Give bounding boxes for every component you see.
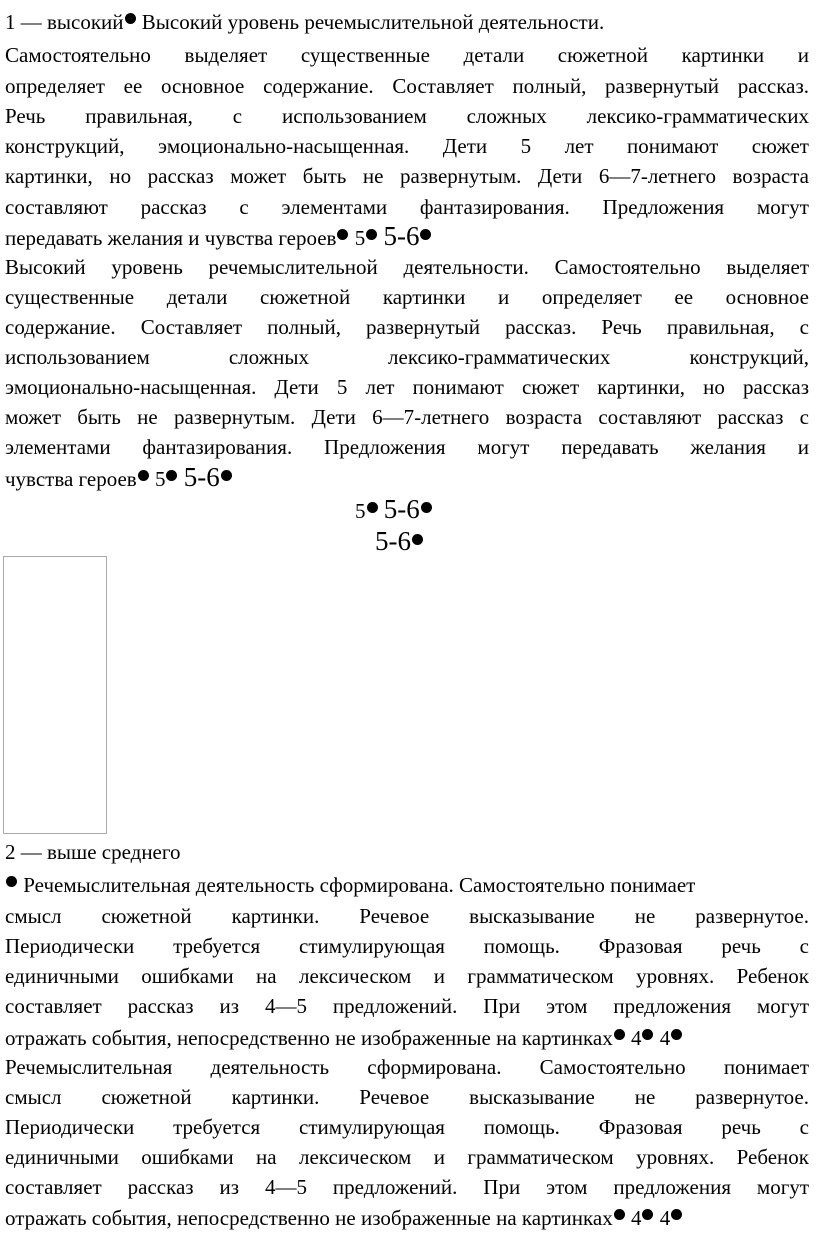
level1-p1-last: передавать желания и чувства героев (5, 226, 337, 250)
level1-heading-line (5, 8, 604, 36)
age-label: 5 (154, 467, 166, 491)
bullet-icon (367, 502, 378, 513)
age-range-label: 5-6 (383, 494, 420, 524)
level1-p2-line: может быть не развернутым. Дети 6—7-летнего возраста составляют рассказ с (5, 405, 809, 429)
level2-p2-line: Речемыслительная деятельность сформирована. Самостоятельно понимает (5, 1055, 809, 1079)
level1-p1-line: Самостоятельно выделяет существенные детали сюжетной картинки и (5, 43, 809, 67)
level2-p2-line: единичными ошибками на лексическом и грамматическом уровнях. Ребенок (5, 1145, 809, 1169)
level1-p2-line: существенные детали сюжетной картинки и определяет ее основное (5, 285, 809, 309)
level2-p2-line: составляет рассказ из 4—5 предложений. При этом предложения могут (5, 1175, 809, 1199)
level1-p2-line: Высокий уровень речемыслительной деятельности. Самостоятельно выделяет (5, 255, 809, 279)
level1-p1-line: картинки, но рассказ может быть не развернутым. Дети 6—7-летнего возраста (5, 164, 809, 188)
level1-p1-line: конструкций, эмоционально-насыщенная. Дети 5 лет понимают сюжет (5, 134, 809, 158)
level2-p2-line: смысл сюжетной картинки. Речевое высказывание не развернутое. (5, 1085, 809, 1109)
age-range-label: 5-6 (183, 462, 220, 492)
level2-p1-first: Речемыслительная деятельность сформирована. Самостоятельно понимает (23, 873, 696, 897)
bullet-icon (642, 1209, 653, 1220)
level1-p2-last: чувства героев (5, 467, 137, 491)
age-label: 5 (355, 499, 366, 523)
bullet-icon (421, 502, 432, 513)
bullet-icon (6, 876, 17, 887)
level2-p2-last-line (5, 1204, 683, 1232)
image-placeholder (3, 556, 107, 834)
level1-p1-line: определяет ее основное содержание. Составляет полный, развернутый рассказ. (5, 74, 809, 98)
age-range-label: 5-6 (375, 526, 411, 556)
centered-age-range-line (375, 526, 424, 557)
bullet-icon (138, 470, 149, 481)
level2-p1-line: составляет рассказ из 4—5 предложений. При этом предложения могут (5, 994, 809, 1018)
centered-age-line (355, 494, 433, 525)
bullet-icon (671, 1029, 682, 1040)
level2-p2-last: отражать события, непосредственно не изображенные на картинках (5, 1206, 613, 1230)
bullet-icon (366, 229, 377, 240)
level2-p1-line: единичными ошибками на лексическом и грамматическом уровнях. Ребенок (5, 964, 809, 988)
level1-p2-last-line (5, 463, 233, 493)
bullet-icon (125, 13, 136, 24)
level2-p1-first-line (5, 871, 695, 899)
level1-p1-line: составляют рассказ с элементами фантазирования. Предложения могут (5, 195, 809, 219)
age-range-label: 5-6 (383, 221, 420, 251)
level2-p2-line: Периодически требуется стимулирующая помощь. Фразовая речь с (5, 1115, 809, 1139)
age-label: 4 (630, 1026, 642, 1050)
level1-heading: 1 — высокий (5, 10, 124, 34)
level2-p1-line: смысл сюжетной картинки. Речевое высказывание не развернутое. (5, 904, 809, 928)
level1-p2-line: эмоционально-насыщенная. Дети 5 лет понимают сюжет картинки, но рассказ (5, 375, 809, 399)
level1-p1-last-line (5, 222, 432, 252)
level2-p1-line: Периодически требуется стимулирующая помощь. Фразовая речь с (5, 934, 809, 958)
bullet-icon (412, 534, 423, 545)
level1-p1-line: Речь правильная, с использованием сложных лексико-грамматических (5, 104, 809, 128)
bullet-icon (671, 1209, 682, 1220)
age-label: 5 (354, 226, 366, 250)
level1-p2-line: использованием сложных лексико-грамматических конструкций, (5, 345, 809, 369)
bullet-icon (420, 229, 431, 240)
age-label: 4 (630, 1206, 642, 1230)
age-label: 4 (659, 1206, 671, 1230)
bullet-icon (166, 470, 177, 481)
level1-p2-line: содержание. Составляет полный, развернутый рассказ. Речь правильная, с (5, 315, 809, 339)
level2-p1-last-line (5, 1024, 683, 1052)
level2-heading: 2 — выше среднего (5, 840, 181, 864)
level2-p1-last: отражать события, непосредственно не изображенные на картинках (5, 1026, 613, 1050)
bullet-icon (221, 470, 232, 481)
bullet-icon (614, 1029, 625, 1040)
bullet-icon (614, 1209, 625, 1220)
age-label: 4 (659, 1026, 671, 1050)
bullet-icon (337, 229, 348, 240)
bullet-icon (642, 1029, 653, 1040)
level1-heading-rest: Высокий уровень речемыслительной деятельности. (141, 10, 605, 34)
level1-p2-line: элементами фантазирования. Предложения могут передавать желания и (5, 435, 809, 459)
